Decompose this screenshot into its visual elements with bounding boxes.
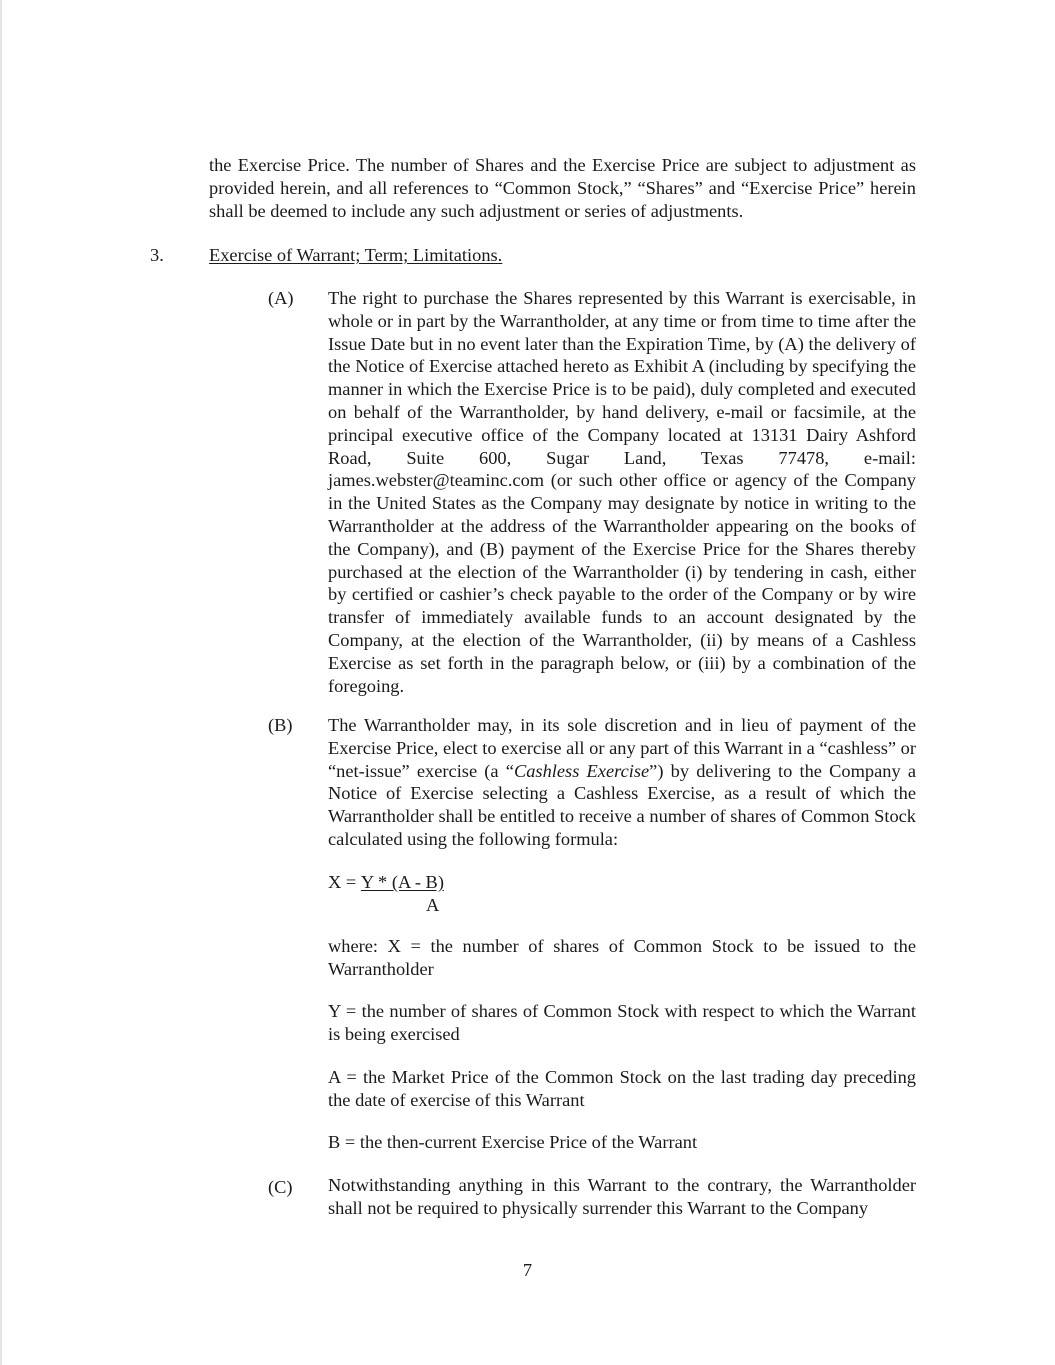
definition-y: Y = the number of shares of Common Stock with respect to which the Warrant is being exercised [328, 1001, 916, 1044]
item-b-text-after: ”) by delivering to the Company a Notice of Exercise selecting a Cashless Exercise, as a result of which the Warrantholder shall be entitled to receive a number of shares of Common Stock calculated using the following formula: [328, 760, 916, 849]
scan-edge-shadow [0, 0, 2, 1365]
formula-numerator: Y * (A - B) [360, 872, 444, 892]
item-label-c: (C) [268, 1177, 293, 1197]
intro-paragraph: the Exercise Price. The number of Shares and the Exercise Price are subject to adjustment as provided herein, and all references to “Common Stock,” “Shares” and “Exercise Price” herein shall be deemed to include any such adjustment or series of adjustments. [209, 155, 916, 221]
page-number: 7 [522, 1260, 533, 1280]
item-a-paragraph: The right to purchase the Shares represented by this Warrant is exercisable, in whole or in part by the Warrantholder, at any time or from time to time after the Issue Date but in no event later than the Expiration Time, by (A) the delivery of the Notice of Exercise attached hereto as Exhibit A (including by specifying the manner in which the Exercise Price is to be paid), duly completed and executed on behalf of the Warrantholder, by hand delivery, e-mail or facsimile, at the principal executive office of the Company located at 13131 Dairy Ashford Road, Suite 600, Sugar Land, Texas 77478, e-mail: james.webster@teaminc.com (or such other office or agency of the Company in the United States as the Company may designate by notice in writing to the Warrantholder at the address of the Warrantholder appearing on the books of the Company), and (B) payment of the Exercise Price for the Shares thereby purchased at the election of the Warrantholder (i) by tendering in cash, either by certified or cashier’s check payable to the order of the Company or by wire transfer of immediately available funds to an account designated by the Company, at the election of the Warrantholder, (ii) by means of a Cashless Exercise as set forth in the paragraph below, or (iii) by a combination of the foregoing. [328, 288, 916, 696]
section-number: 3. [150, 245, 164, 265]
definition-b: B = the then-current Exercise Price of the Warrant [328, 1132, 698, 1152]
item-label-b: (B) [268, 715, 293, 735]
cashless-formula [328, 871, 528, 915]
formula-lhs: X = [328, 872, 361, 892]
item-b-paragraph [328, 714, 916, 851]
definition-a: A = the Market Price of the Common Stock on the last trading day preceding the date of exercise of this Warrant [328, 1067, 916, 1110]
definition-x: where: X = the number of shares of Common Stock to be issued to the Warrantholder [328, 936, 916, 979]
cashless-exercise-term: Cashless Exercise [513, 760, 650, 781]
item-c-paragraph: Notwithstanding anything in this Warrant to the contrary, the Warrantholder shall not be required to physically surrender this Warrant to the Company [328, 1175, 916, 1218]
item-b-text-before: The Warrantholder may, in its sole discretion and in lieu of payment of the Exercise Price, elect to exercise all or any part of this Warrant in a “cashless” or “net-issue” exercise (a “ [328, 715, 916, 781]
item-label-a: (A) [268, 288, 294, 308]
section-title: Exercise of Warrant; Term; Limitations. [209, 245, 503, 265]
formula-denominator: A [426, 895, 440, 915]
